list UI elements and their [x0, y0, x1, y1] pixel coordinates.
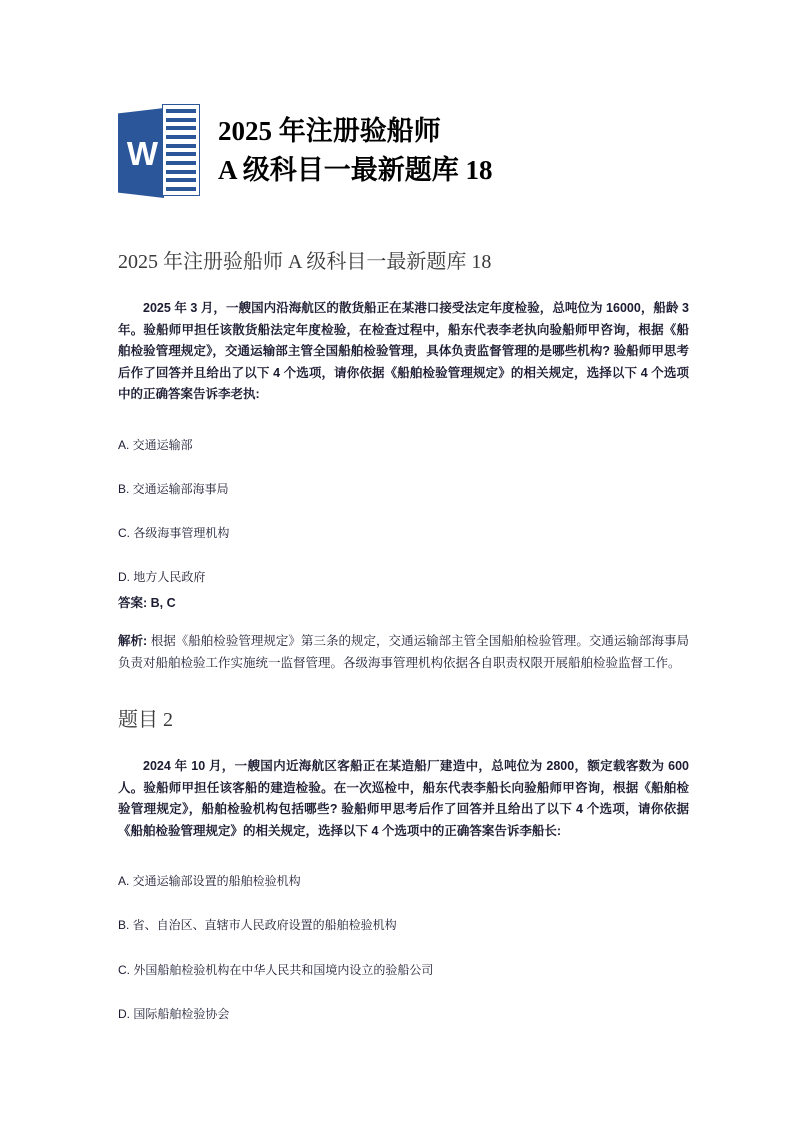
question-stem: 2024 年 10 月，一艘国内近海航区客船正在某造船厂建造中，总吨位为 2800，额定载客数为 600 人。验船师甲担任该客船的建造检验。在一次巡检中，船东代表李船长向验船师甲咨询，根据《船舶检验管理规定》，船舶检验机构包括哪些? 验船师甲思考后作了回答并且给出了以下 4 个选项，请你依据《船舶检验管理规定》的相关规定，选择以下 4 个选项中的正确答案告诉李船长: [118, 759, 689, 838]
option-item-d[interactable]: D. 地方人民政府 [118, 570, 206, 585]
word-document-icon [118, 104, 200, 198]
option-item-a[interactable]: A. 交通运输部设置的船舶检验机构 [118, 874, 301, 889]
option-item-d[interactable]: D. 国际船舶检验协会 [118, 1006, 230, 1021]
option-list [118, 872, 689, 1024]
question-block [118, 298, 689, 674]
word-icon-rule [166, 170, 196, 174]
word-icon-letter: W [126, 134, 158, 172]
word-icon-rule [166, 126, 196, 130]
answer-value: B, C [150, 596, 176, 611]
masthead-title-block [218, 112, 493, 190]
analysis-text: 根据《船舶检验管理规定》第三条的规定，交通运输部主管全国船舶检验管理。交通运输部海事局负责对船舶检验工作实施统一监督管理。各级海事管理机构依据各自职责权限开展船舶检验监督工作。 [118, 634, 689, 670]
answer-line [118, 593, 689, 613]
option-item-a[interactable]: A. 交通运输部 [118, 437, 193, 452]
question-block [118, 706, 689, 1024]
masthead-title-line-1: 2025 年注册验船师 [218, 115, 441, 146]
word-icon-rule [166, 152, 196, 156]
word-icon-rule [166, 109, 196, 113]
question-stem: 2025 年 3 月，一艘国内沿海航区的散货船正在某港口接受法定年度检验，总吨位为 16000，船龄 3 年。验船师甲担任该散货船法定年度检验，在检查过程中，船东代表李老执向验船师甲咨询，根据《船舶检验管理规定》，交通运输部主管全国船舶检验管理，具体负责监督管理的是哪些机构? 验船师甲思考后作了回答并且给出了以下 4 个选项，请你依据《船舶检验管理规定》的相关规定，选择以下 4 个选项中的正确答案告诉李老执: [118, 301, 689, 401]
analysis-paragraph [118, 631, 689, 674]
word-icon-rule [166, 135, 196, 139]
option-item-c[interactable]: C. 外国船舶检验机构在中华人民共和国境内设立的验船公司 [118, 962, 434, 977]
answer-label: 答案: [118, 596, 148, 611]
option-item-b[interactable]: B. 交通运输部海事局 [118, 481, 229, 496]
option-item-b[interactable]: B. 省、自治区、直辖市人民政府设置的船舶检验机构 [118, 918, 397, 933]
word-icon-rule [166, 118, 196, 122]
page-title: 2025 年注册验船师 A 级科目一最新题库 18 [118, 251, 492, 273]
question-heading: 题目 2 [118, 709, 173, 732]
option-item-c[interactable]: C. 各级海事管理机构 [118, 525, 230, 540]
word-icon-page [162, 104, 200, 196]
masthead [118, 0, 689, 198]
word-icon-rule [166, 187, 196, 191]
word-icon-rule [166, 161, 196, 165]
analysis-label: 解析: [118, 634, 148, 649]
masthead-title-line-2: A 级科目一最新题库 18 [218, 155, 493, 185]
option-list [118, 436, 689, 588]
word-icon-rule [166, 178, 196, 182]
word-icon-rule [166, 144, 196, 148]
